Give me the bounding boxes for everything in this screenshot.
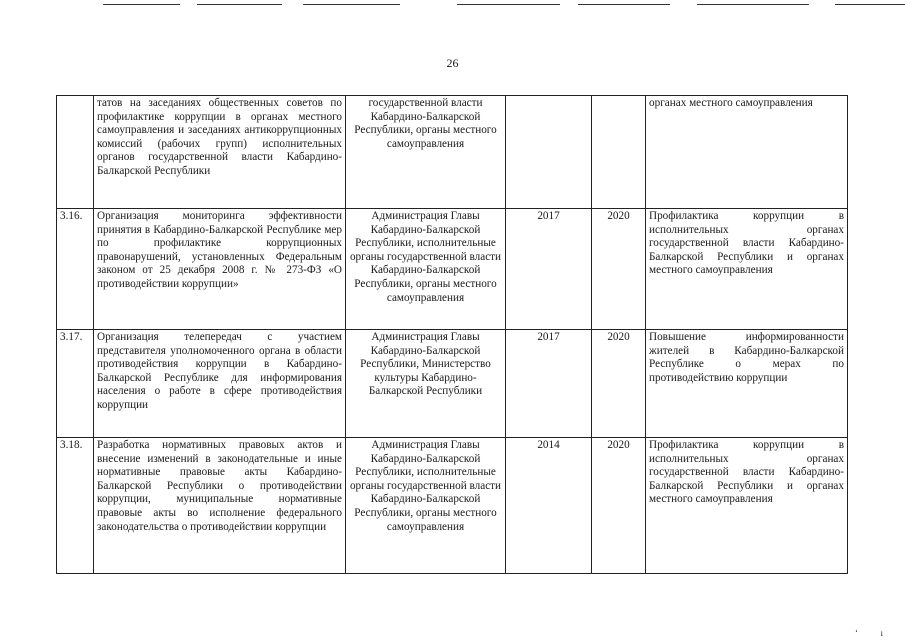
row-number: 3.16.: [57, 209, 94, 330]
responsible-cell: Администрация Главы Кабардино-Балкарской Республики, исполнительные органы государственной власти Кабардино-Балкарской Республики, органы местного самоуправления: [346, 438, 506, 574]
row-number: 3.18.: [57, 438, 94, 574]
result-cell: органах местного самоуправления: [646, 96, 848, 209]
table-row: [57, 209, 848, 330]
result-cell: Профилактика коррупции в исполнительных органах государственной власти Кабардино-Балкарской Республики и органах местного самоуправления: [646, 209, 848, 330]
end-year-cell: 2020: [592, 209, 646, 330]
measures-table: [56, 95, 848, 574]
top-border-rules: [0, 0, 905, 8]
start-year-cell: 2014: [506, 438, 592, 574]
result-cell: Профилактика коррупции в исполнительных органах государственной власти Кабардино-Балкарской Республики и органах местного самоуправления: [646, 438, 848, 574]
end-year-cell: 2020: [592, 438, 646, 574]
activity-cell: Разработка нормативных правовых актов и внесение изменений в законодательные и иные нормативные правовые акты Кабардино-Балкарской Республики о противодействии коррупции, муниципальные нормативные правовые акты во исполнение федерального законодательства о противодействии коррупции: [94, 438, 346, 574]
end-year-cell: 2020: [592, 330, 646, 438]
row-number: 3.17.: [57, 330, 94, 438]
activity-cell: Организация телепередач с участием представителя уполномоченного органа в области противодействия коррупции в Кабардино-Балкарской Республике для информирования населения о работе в сфере противодействия коррупции: [94, 330, 346, 438]
start-year-cell: 2017: [506, 330, 592, 438]
table-row: [57, 438, 848, 574]
scan-corner-marks: ‘ ı: [855, 628, 883, 638]
responsible-cell: государственной власти Кабардино-Балкарской Республики, органы местного самоуправления: [346, 96, 506, 209]
responsible-cell: Администрация Главы Кабардино-Балкарской Республики, исполнительные органы государственной власти Кабардино-Балкарской Республики, органы местного самоуправления: [346, 209, 506, 330]
result-cell: Повышение информированности жителей в Кабардино-Балкарской Республике о мерах по противодействию коррупции: [646, 330, 848, 438]
start-year-cell: [506, 96, 592, 209]
table-row: [57, 96, 848, 209]
end-year-cell: [592, 96, 646, 209]
responsible-cell: Администрация Главы Кабардино-Балкарской Республики, Министерство культуры Кабардино-Балкарской Республики: [346, 330, 506, 438]
page-number: 26: [446, 56, 459, 70]
table-row: [57, 330, 848, 438]
activity-cell: Организация мониторинга эффективности принятия в Кабардино-Балкарской Республике мер по профилактике коррупционных правонарушений, установленных Федеральным законом от 25 декабря 2008 г. № 273-ФЗ «О противодействии коррупции»: [94, 209, 346, 330]
start-year-cell: 2017: [506, 209, 592, 330]
activity-cell: татов на заседаниях общественных советов по профилактике коррупции в органах местного самоуправления и заседаниях антикоррупционных комиссий (рабочих групп) исполнительных органов государственной власти Кабардино-Балкарской Республики: [94, 96, 346, 209]
row-number: [57, 96, 94, 209]
